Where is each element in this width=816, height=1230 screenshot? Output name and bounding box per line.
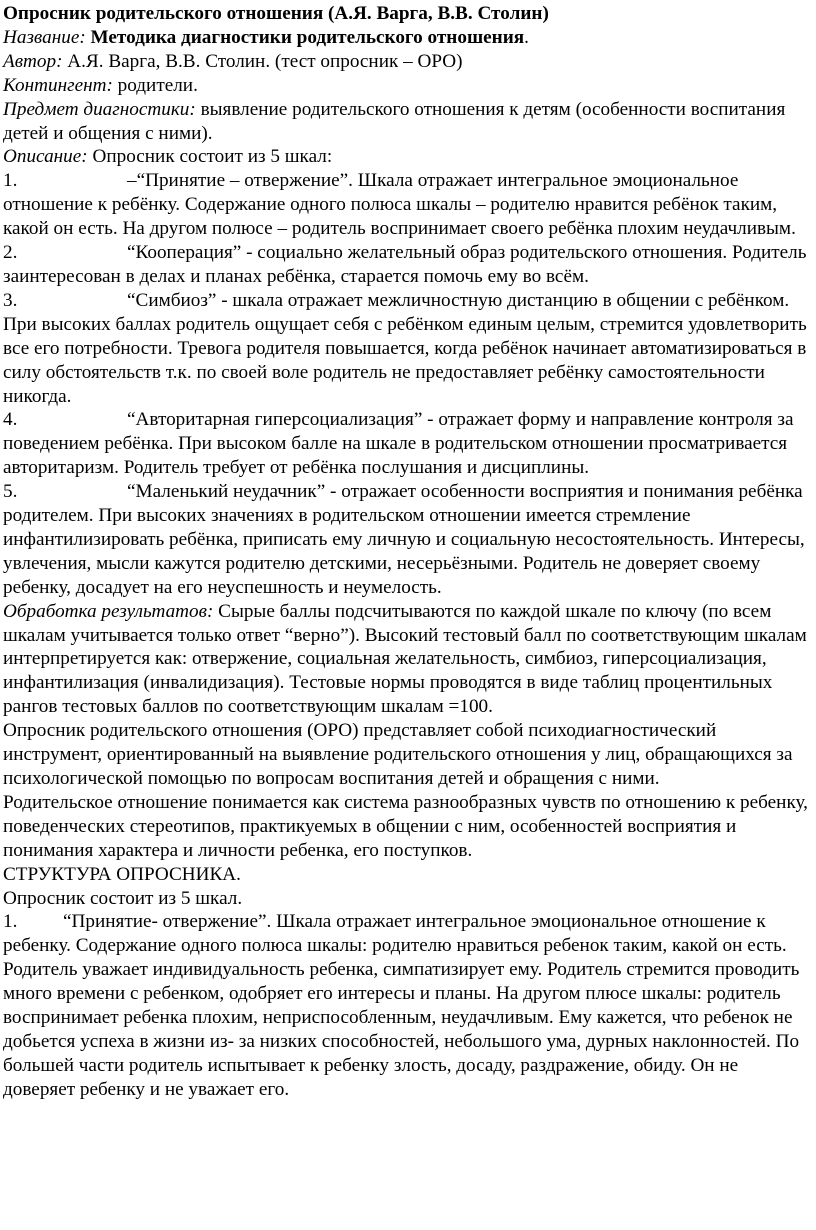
scale-text: “Маленький неудачник” - отражает особенности восприятия и понимания ребёнка родителем. При высоких значениях в родительском отношении имеется стремление инфантилизировать ребёнка, приписать ему личную и социальную несостоятельность. Интересы, увлечения, мысли кажутся родителю детскими, несерьёзными. Родитель не доверяет своему ребенку, досадует на его неуспешность и неумелость.: [3, 481, 805, 598]
scale-number: 5.: [3, 481, 18, 503]
description-label: Описание:: [3, 146, 88, 168]
scale-text: “Авторитарная гиперсоциализация” - отражает форму и направление контроля за поведением ребёнка. При высоком балле на шкале в родительском отношении просматривается авторитаризм. Родитель требует от ребёнка послушания и дисциплины.: [3, 409, 794, 479]
scale-number: 2.: [3, 242, 18, 264]
scale-item-1: [3, 169, 812, 241]
scale-item-2: [3, 241, 812, 289]
scale-text: “Кооперация” - социально желательный образ родительского отношения. Родитель заинтересован в делах и планах ребёнка, старается помочь ему во всём.: [3, 242, 807, 287]
document-title: Опросник родительского отношения (А.Я. Варга, В.В. Столин): [3, 3, 549, 24]
meta-contingent-line: [3, 74, 812, 98]
subject-value: выявление родительского отношения к детям (особенности воспитания детей и общения с ними).: [3, 98, 786, 144]
structure-item-text: “Принятие- отвержение”. Шкала отражает интегральное эмоциональное отношение к ребенку. Содержание одного полюса шкалы: родителю нравиться ребенок таким, какой он есть. Родитель уважает индивидуальность ребенка, симпатизирует ему. Родитель стремится проводить много времени с ребенком, одобряет его интересы и планы. На другом плюсе шкалы: родитель воспринимает ребенка плохим, неприспособленным, неудачливым. Ему кажется, что ребенок не добьется успеха в жизни из- за низких способностей, небольшого ума, дурных наклонностей. По большей части родитель испытывает к ребенку злость, досаду, раздражение, обиду. Он не доверяет ребенку и не уважает его.: [3, 911, 800, 1100]
scale-number: 3.: [3, 289, 18, 311]
scale-text: “Симбиоз” - шкала отражает межличностную дистанцию в общении с ребёнком. При высоких баллах родитель ощущает себя с ребёнком единым целым, стремится удовлетворить все его потребности. Тревога родителя повышается, когда ребёнок начинает автоматизироваться в силу обстоятельств т.к. по своей воле родитель не предоставляет ребёнку самостоятельности никогда.: [3, 289, 807, 407]
meta-description-line: [3, 145, 812, 169]
scale-item-3: [3, 289, 812, 409]
processing-text: Сырые баллы подсчитываются по каждой шкале по ключу (по всем шкалам учитывается только ответ “верно”). Высокий тестовый балл по соответствующим шкалам интерпретируется как: отвержение, социальная желательность, симбиоз, гиперсоциализация, инфантилизация (инвалидизация). Тестовые нормы проводятся в виде таблиц процентильных рангов тестовых баллов по соответствующим шкалам =100.: [3, 600, 807, 718]
scale-item-4: [3, 408, 812, 480]
structure-item-number: 1.: [3, 911, 18, 933]
structure-item-1: [3, 910, 812, 1101]
meta-name-line: [3, 26, 812, 50]
contingent-value: родители.: [112, 74, 198, 96]
scale-text: –“Принятие – отвержение”. Шкала отражает интегральное эмоциональное отношение к ребёнку. Содержание одного полюса шкалы – родителю нравится ребёнок таким, какой он есть. На другом полюсе – родитель воспринимает своего ребёнка плохим неудачливым.: [3, 170, 796, 240]
meta-author-line: [3, 50, 812, 74]
structure-intro: Опросник состоит из 5 шкал.: [3, 887, 243, 909]
contingent-label: Контингент:: [3, 74, 113, 96]
scale-number: 1.: [3, 170, 18, 192]
meta-subject-line: [3, 98, 812, 146]
name-value: Методика диагностики родительского отношения: [90, 26, 525, 48]
oro-paragraph: Опросник родительского отношения (ОРО) представляет собой психодиагностический инструмент, ориентированный на выявление родительского отношения у лиц, обращающихся за психологической помощью по вопросам воспитания детей и обращения с ними.: [3, 720, 793, 789]
processing-label: Обработка результатов:: [3, 600, 214, 622]
name-label: Название:: [3, 26, 86, 48]
scale-item-5: [3, 480, 812, 600]
name-end: .: [524, 26, 529, 48]
attitude-paragraph: Родительское отношение понимается как система разнообразных чувств по отношению к ребенку, поведенческих стереотипов, практикуемых в общении с ним, особенностей восприятия и понимания характера и личности ребенка, его поступков.: [3, 791, 808, 861]
scale-number: 4.: [3, 409, 18, 431]
subject-label: Предмет диагностики:: [3, 98, 196, 120]
author-label: Автор:: [3, 50, 63, 72]
author-value: А.Я. Варга, В.В. Столин. (тест опросник – ОРО): [62, 50, 463, 72]
processing-paragraph: [3, 600, 812, 720]
structure-heading: СТРУКТУРА ОПРОСНИКА.: [3, 863, 241, 885]
description-value: Опросник состоит из 5 шкал:: [87, 146, 333, 168]
